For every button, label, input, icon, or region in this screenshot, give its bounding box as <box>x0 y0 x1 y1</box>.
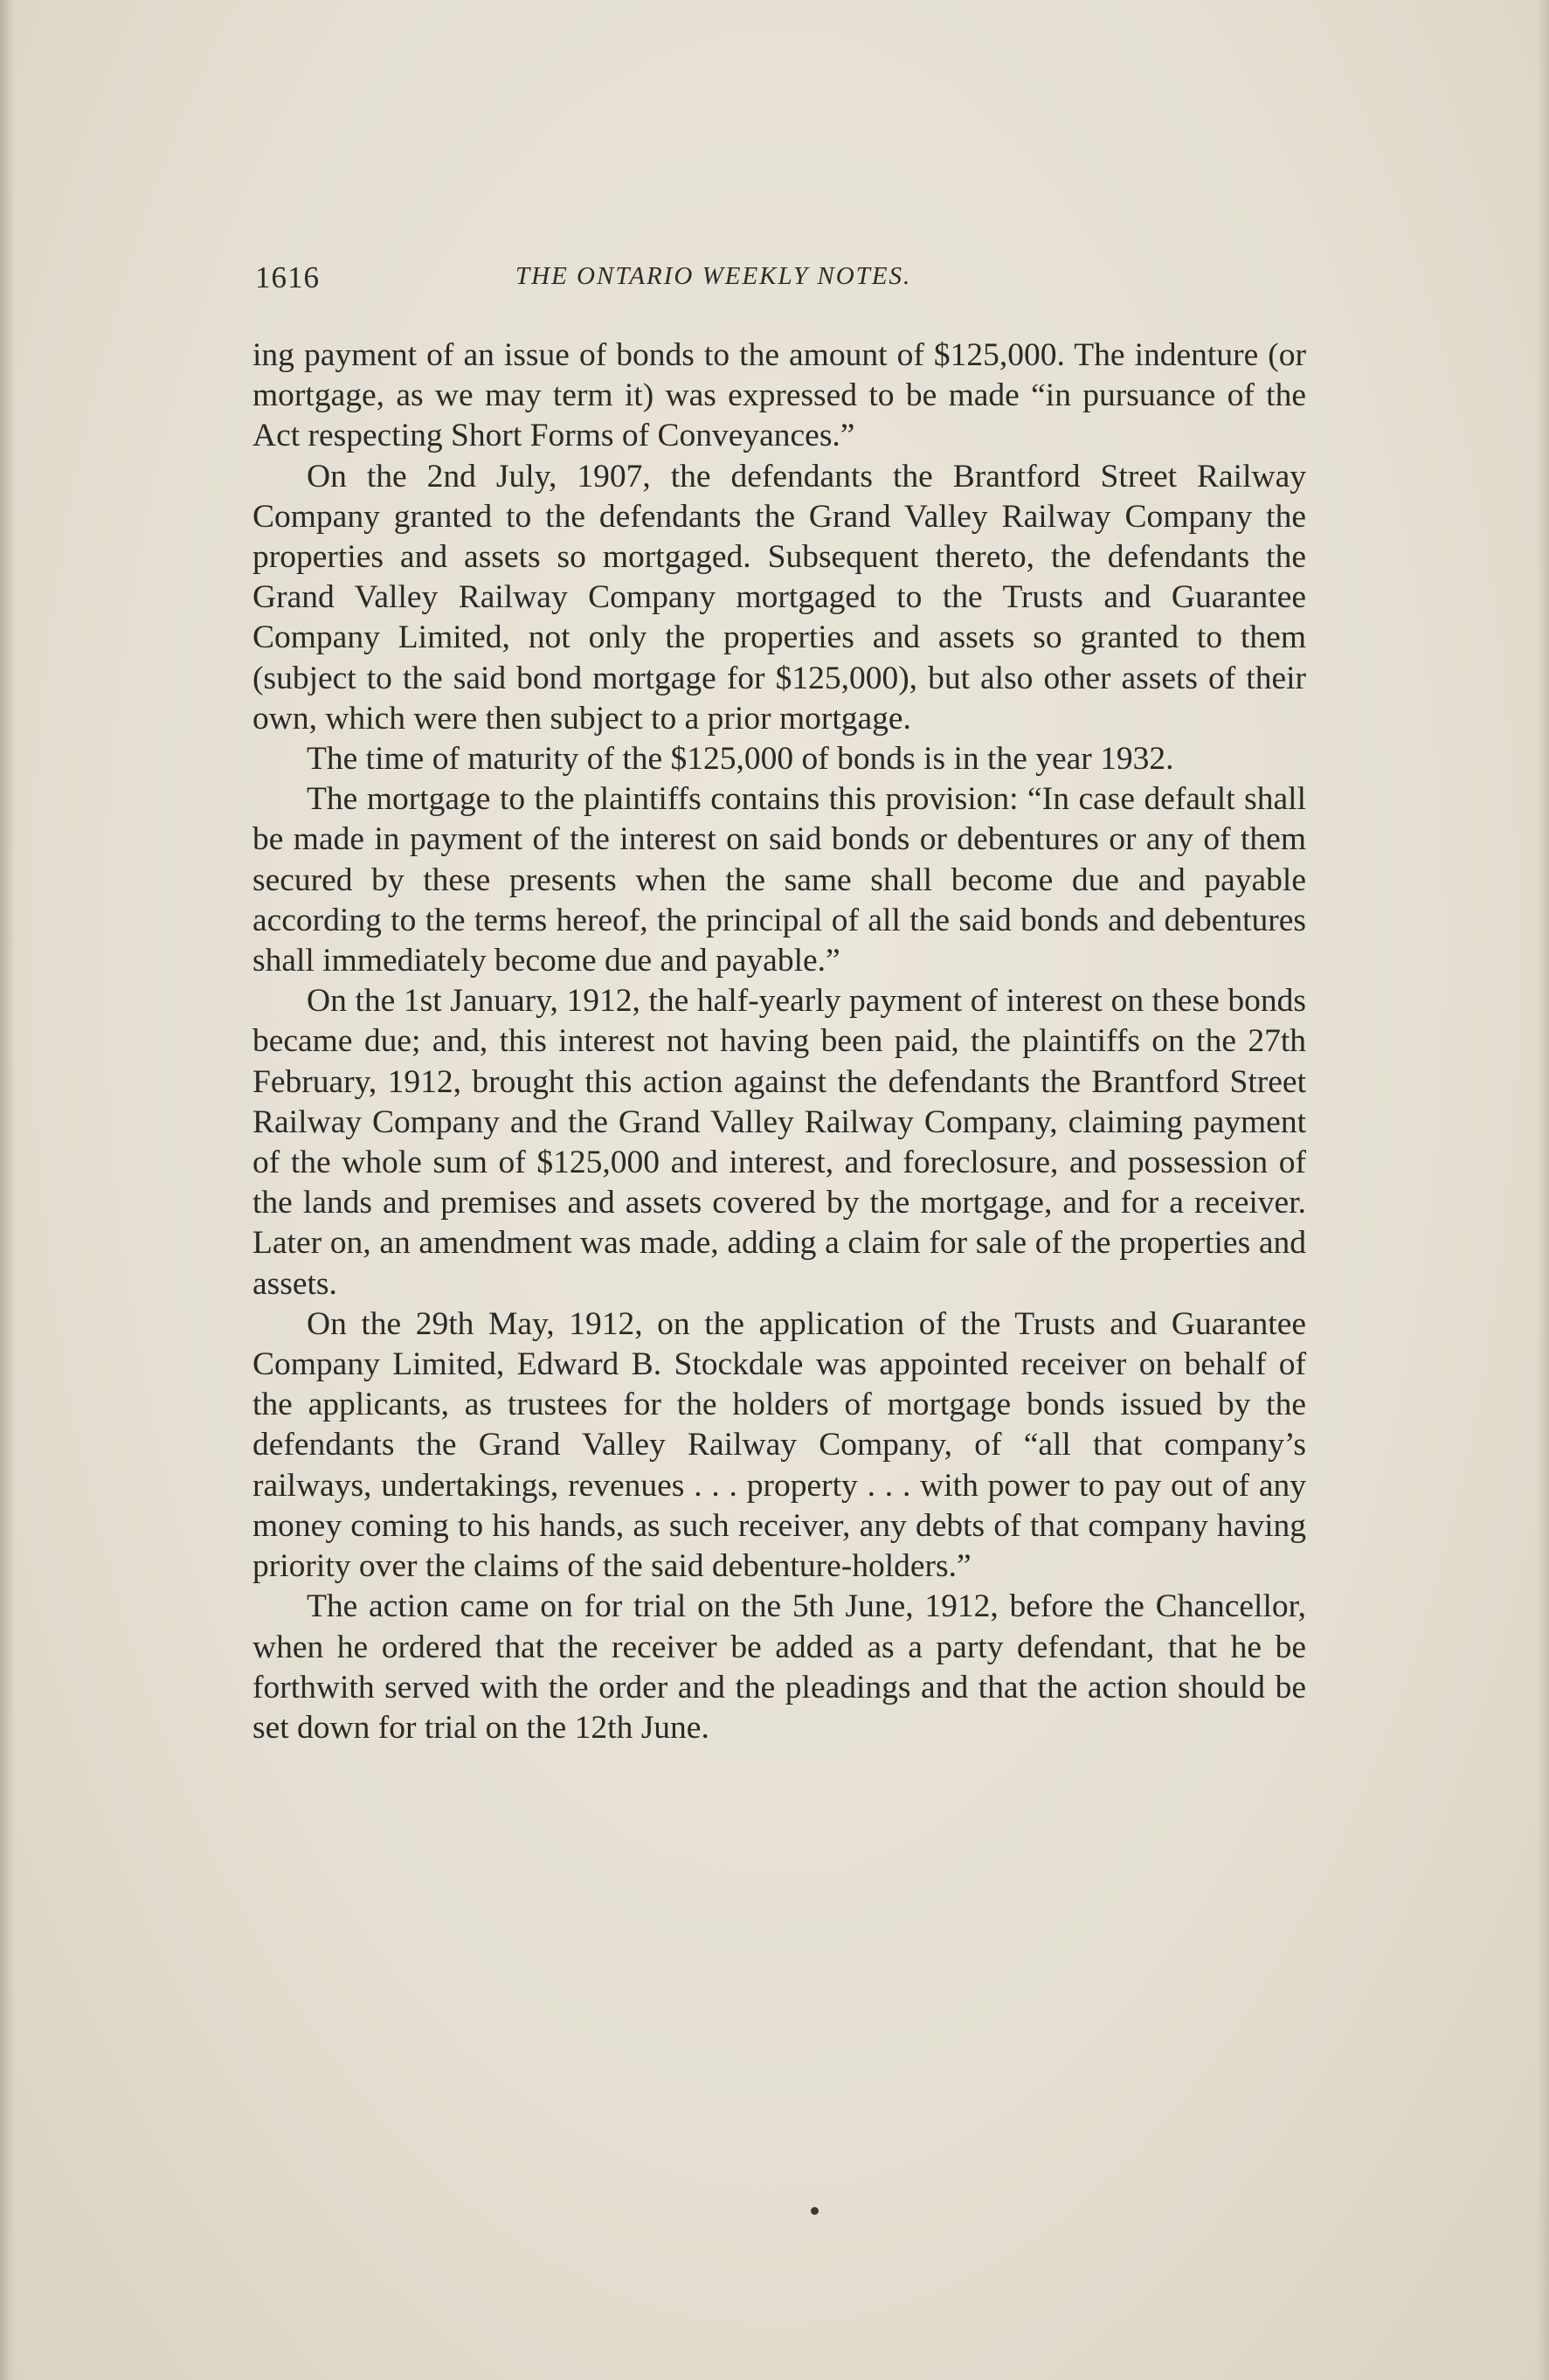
paragraph: On the 2nd July, 1907, the defendants the Brantford Street Railway Company granted to the defendants the Grand Valley Railway Company the properties and assets so mortgaged. Subsequent thereto, the defendants the Grand Valley Railway Company mortgaged to the Trusts and Guarantee Company Limited, not only the properties and assets so granted to them (subject to the said bond mortgage for $125,000), but also other assets of their own, which were then subject to a prior mortgage. <box>252 458 1306 737</box>
running-title: THE ONTARIO WEEKLY NOTES. <box>515 262 912 290</box>
paragraph: On the 29th May, 1912, on the application of the Trusts and Guarantee Company Limited, Edward B. Stockdale was appointed receiver on behalf of the applicants, as trustees for the holders of mortgage bonds issued by the defendants the Grand Valley Railway Company, of “all that company’s railways, undertakings, revenues . . . property . . . with power to pay out of any money coming to his hands, as such receiver, any debts of that company having priority over the claims of the said debenture-holders.” <box>252 1305 1306 1585</box>
paragraph: On the 1st January, 1912, the half-yearly payment of interest on these bonds became due; and, this interest not having been paid, the plaintiffs on the 27th February, 1912, brought this action against the defendants the Brantford Street Railway Company and the Grand Valley Railway Company, claiming payment of the whole sum of $125,000 and interest, and foreclosure, and possession of the lands and premises and assets covered by the mortgage, and for a receiver. Later on, an amendment was made, adding a claim for sale of the properties and assets. <box>252 983 1306 1302</box>
ink-speck <box>811 2207 819 2215</box>
page-header <box>255 260 1304 299</box>
page-number: 1616 <box>255 260 320 294</box>
paragraph: The action came on for trial on the 5th June, 1912, before the Chancellor, when he ordered that the receiver be added as a party defendant, that he be forthwith served with the order and the pleadings and that the action should be set down for trial on the 12th June. <box>252 1588 1306 1746</box>
body-text <box>252 336 1306 1748</box>
page-edge-left <box>0 0 16 2380</box>
page-edge-right <box>1537 0 1549 2380</box>
paragraph: The mortgage to the plaintiffs contains this provision: “In case default shall be made in payment of the interest on said bonds or debentures or any of them secured by these presents when the same shall become due and payable according to the terms hereof, the principal of all the said bonds and debentures shall immediately become due and payable.” <box>252 781 1306 979</box>
paragraph: The time of maturity of the $125,000 of bonds is in the year 1932. <box>307 741 1174 778</box>
paragraph: ing payment of an issue of bonds to the amount of $125,000. The indenture (or mortgage, as we may term it) was expressed to be made “in pursuance of the Act respecting Short Forms of Conveyances.” <box>252 337 1306 454</box>
